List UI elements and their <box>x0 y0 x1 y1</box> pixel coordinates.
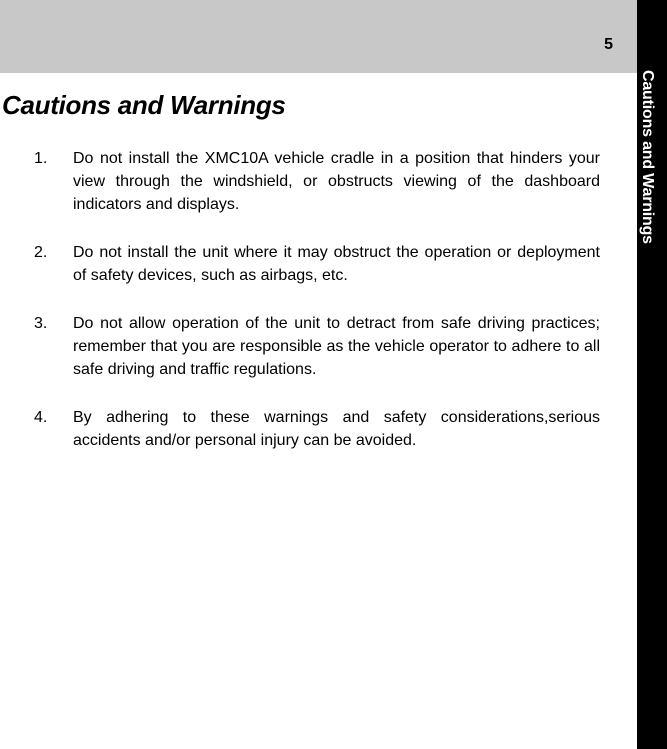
page-number: 5 <box>604 36 613 53</box>
item-number: 1. <box>34 150 48 167</box>
item-text: Do not install the XMC10A vehicle cradle in a position that hinders your view through the windshield, or obstructs viewing of the dashboard indicators and displays. <box>73 150 600 213</box>
item-number: 4. <box>34 409 48 426</box>
warning-item-1 <box>0 147 600 216</box>
item-text: Do not install the unit where it may obstruct the operation or deployment of safety devices, such as airbags, etc. <box>73 244 600 284</box>
page-title: Cautions and Warnings <box>2 90 286 120</box>
header-bar <box>0 0 637 73</box>
side-tab-label: Cautions and Warnings <box>639 70 656 244</box>
item-text: Do not allow operation of the unit to detract from safe driving practices; remember that you are responsible as the vehicle operator to adhere to all safe driving and traffic regulations. <box>73 315 600 378</box>
item-number: 3. <box>34 315 48 332</box>
warning-item-3 <box>0 312 600 381</box>
item-text: By adhering to these warnings and safety considerations,serious accidents and/or personal injury can be avoided. <box>73 409 600 449</box>
warnings-list <box>0 147 600 477</box>
warning-item-4 <box>0 406 600 452</box>
item-number: 2. <box>34 244 48 261</box>
warning-item-2 <box>0 241 600 287</box>
